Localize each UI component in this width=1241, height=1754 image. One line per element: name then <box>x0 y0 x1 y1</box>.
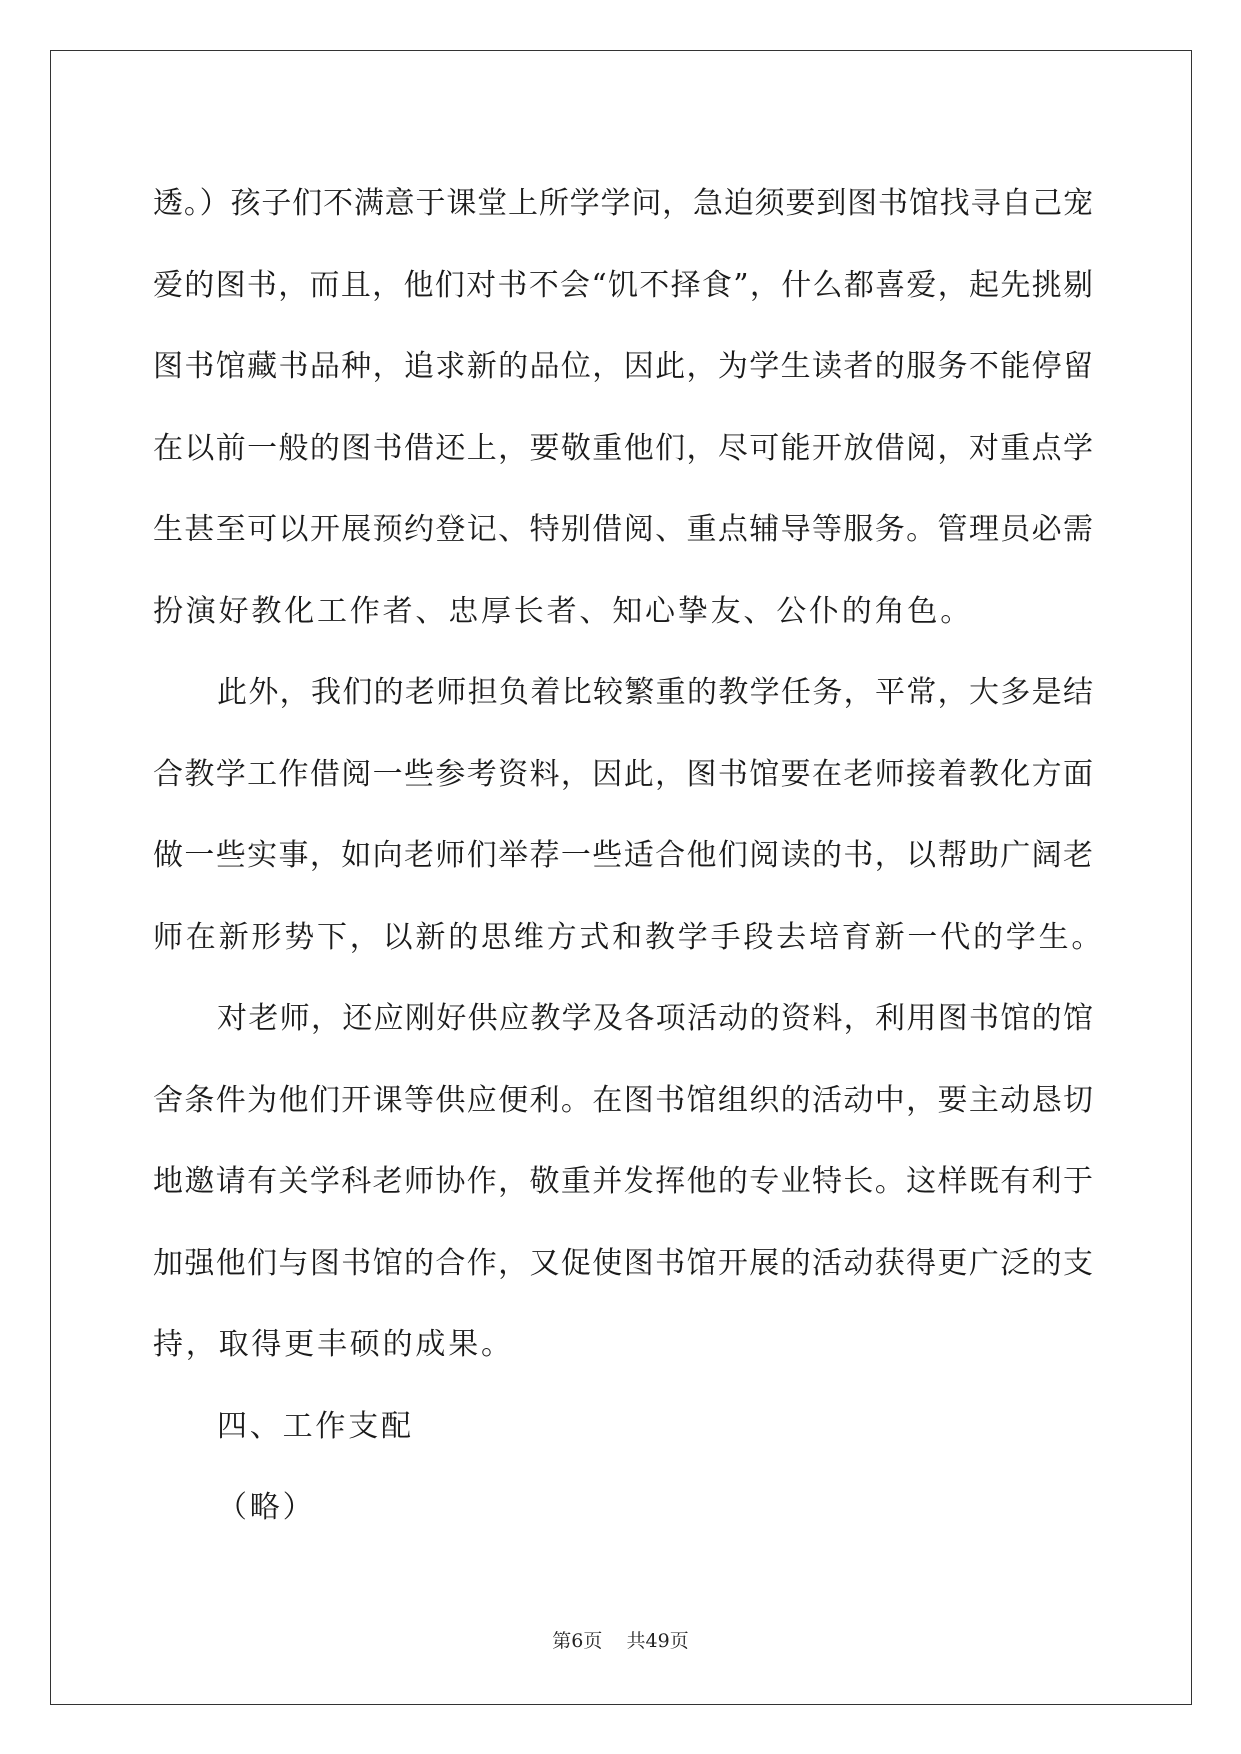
document-body <box>153 163 1105 1549</box>
paragraph-line: 地邀请有关学科老师协作，敬重并发挥他的专业特长。这样既有利于 <box>153 1164 1093 1199</box>
paragraph-line: 此外，我们的老师担负着比较繁重的教学任务，平常，大多是结 <box>217 675 1093 710</box>
page-footer <box>0 1626 1241 1653</box>
section-placeholder: （略） <box>217 1490 316 1525</box>
paragraph-line: 做一些实事，如向老师们举荐一些适合他们阅读的书，以帮助广阔老 <box>153 838 1093 873</box>
paragraph-line: 加强他们与图书馆的合作，又促使图书馆开展的活动获得更广泛的支 <box>153 1245 1093 1281</box>
paragraph-line: 合教学工作借阅一些参考资料，因此，图书馆要在老师接着教化方面 <box>153 756 1093 792</box>
paragraph-line: 图书馆藏书品种，追求新的品位，因此，为学生读者的服务不能停留 <box>153 349 1093 384</box>
paragraph-line: 师在新形势下，以新的思维方式和教学手段去培育新一代的学生。 <box>153 919 1105 955</box>
paragraph-line: 持，取得更丰硕的成果。 <box>153 1327 514 1362</box>
paragraph-line: 透。）孩子们不满意于课堂上所学学问，急迫须要到图书馆找寻自己宠 <box>153 186 1093 221</box>
paragraph-line: 对老师，还应刚好供应教学及各项活动的资料，利用图书馆的馆 <box>217 1001 1093 1036</box>
paragraph-line: 在以前一般的图书借还上，要敬重他们，尽可能开放借阅，对重点学 <box>153 430 1093 466</box>
page-total: 共49页 <box>626 1630 689 1652</box>
paragraph-line: 生甚至可以开展预约登记、特别借阅、重点辅导等服务。管理员必需 <box>153 512 1093 547</box>
page-number: 第6页 <box>552 1630 603 1652</box>
section-heading: 四、工作支配 <box>217 1408 414 1444</box>
paragraph-line: 舍条件为他们开课等供应便利。在图书馆组织的活动中，要主动恳切 <box>153 1082 1093 1118</box>
paragraph-line: 爱的图书，而且，他们对书不会“饥不择食”，什么都喜爱，起先挑剔 <box>153 267 1093 303</box>
paragraph-line: 扮演好教化工作者、忠厚长者、知心挚友、公仆的角色。 <box>153 593 973 629</box>
